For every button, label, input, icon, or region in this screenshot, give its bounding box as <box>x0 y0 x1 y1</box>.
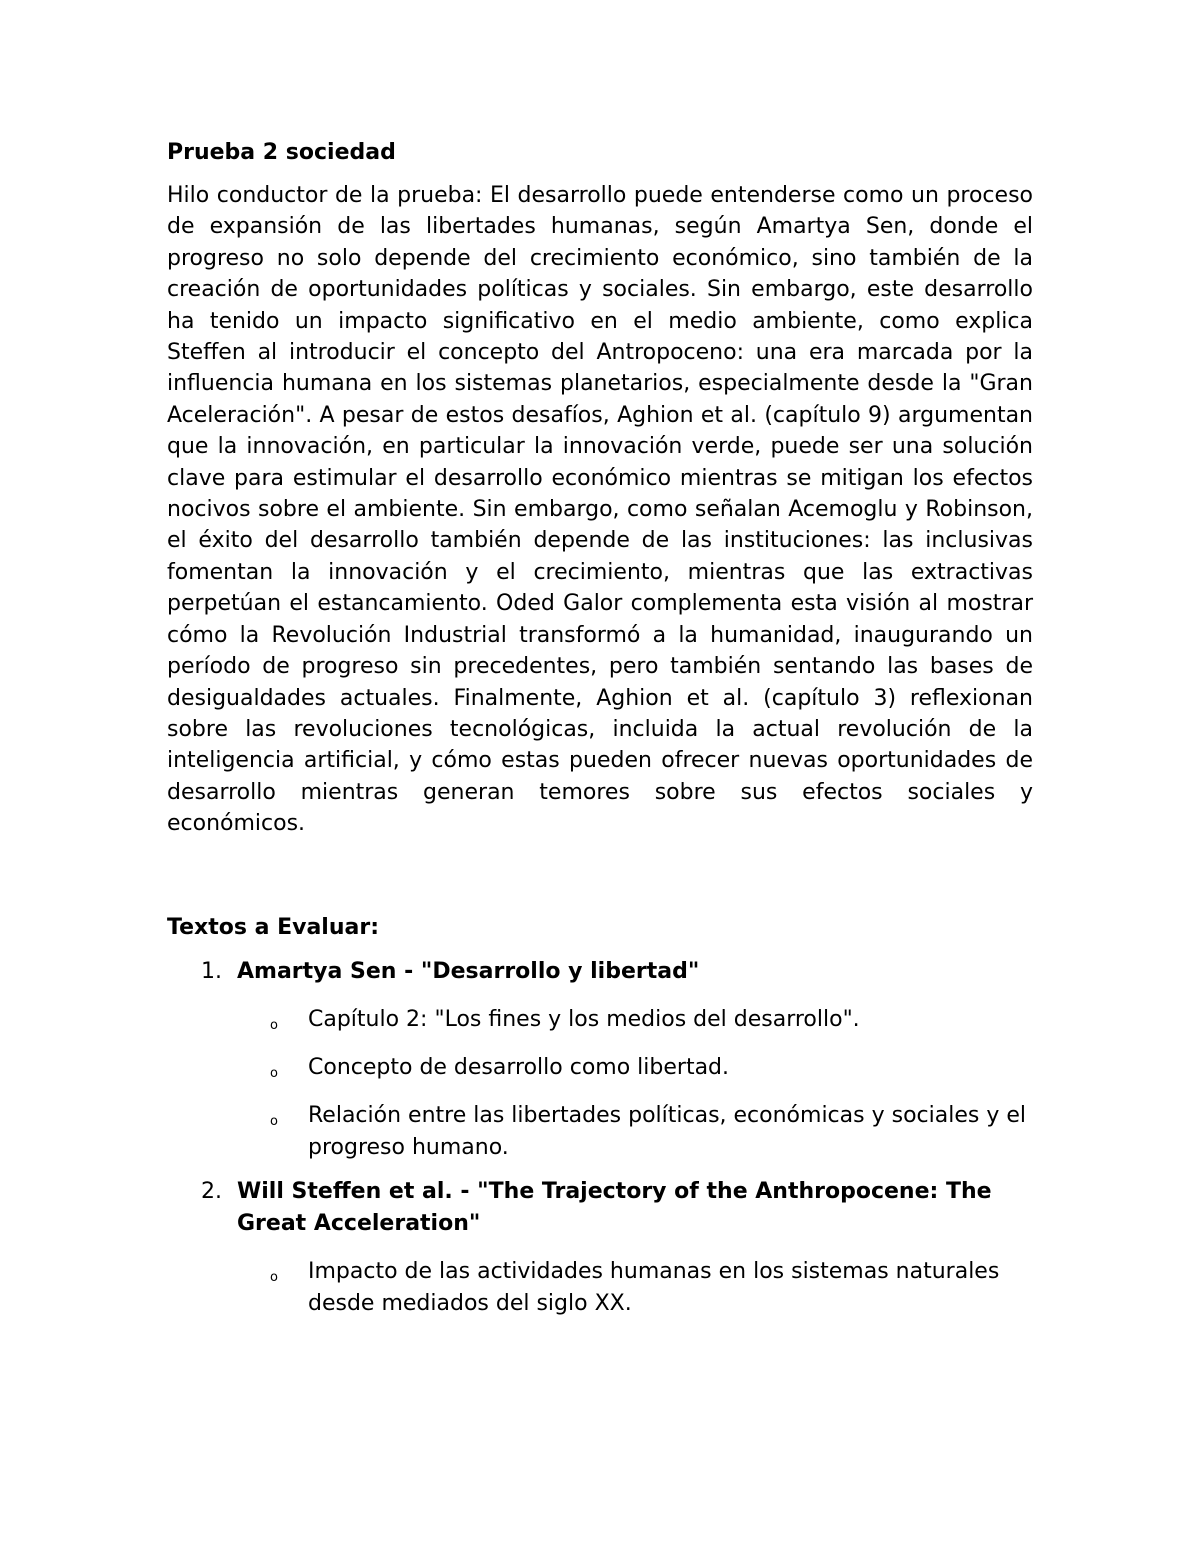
sub-list <box>167 1256 1033 1320</box>
sub-list <box>167 1004 1033 1164</box>
sub-list-item-text: Concepto de desarrollo como libertad. <box>308 1054 730 1080</box>
text-item-1 <box>167 956 1033 1164</box>
circle-bullet-icon: o <box>270 1113 278 1129</box>
circle-bullet-icon: o <box>270 1017 278 1033</box>
document-page <box>167 134 1033 1320</box>
text-item-title: Will Steffen et al. - "The Trajectory of the Anthropocene: The Great Acceleration" <box>237 1178 992 1236</box>
sub-list-item <box>167 1256 1033 1320</box>
sub-list-item <box>167 1004 1033 1036</box>
text-item-title: Amartya Sen - "Desarrollo y libertad" <box>237 958 700 984</box>
sub-list-item <box>167 1100 1033 1164</box>
sub-list-item-text: Capítulo 2: "Los fines y los medios del desarrollo". <box>308 1006 860 1032</box>
sub-list-item-text: Relación entre las libertades políticas, económicas y sociales y el progreso humano. <box>308 1102 1026 1160</box>
sub-list-item <box>167 1052 1033 1084</box>
circle-bullet-icon: o <box>270 1065 278 1081</box>
texts-list <box>167 956 1033 1320</box>
document-title: Prueba 2 sociedad <box>167 140 396 165</box>
list-number: 1. <box>201 958 222 984</box>
circle-bullet-icon: o <box>270 1269 278 1285</box>
sub-list-item-text: Impacto de las actividades humanas en los sistemas naturales desde mediados del siglo XX. <box>308 1258 1000 1316</box>
section-heading: Textos a Evaluar: <box>167 914 379 940</box>
text-item-2 <box>167 1176 1033 1320</box>
intro-paragraph: Hilo conductor de la prueba: El desarrollo puede entenderse como un proceso de expansión de las libertades humanas, según Amartya Sen, donde el progreso no solo depende del crecimiento económico, sino también de la creación de oportunidades políticas y sociales. Sin embargo, este desarrollo ha tenido un impacto significativo en el medio ambiente, como explica Steffen al introducir el concepto del Antropoceno: una era marcada por la influencia humana en los sistemas planetarios, especialmente desde la "Gran Aceleración". A pesar de estos desafíos, Aghion et al. (capítulo 9) argumentan que la innovación, en particular la innovación verde, puede ser una solución clave para estimular el desarrollo económico mientras se mitigan los efectos nocivos sobre el ambiente. Sin embargo, como señalan Acemoglu y Robinson, el éxito del desarrollo también depende de las instituciones: las inclusivas fomentan la innovación y el crecimiento, mientras que las extractivas perpetúan el estancamiento. Oded Galor complementa esta visión al mostrar cómo la Revolución Industrial transformó a la humanidad, inaugurando un período de progreso sin precedentes, pero también sentando las bases de desigualdades actuales. Finalmente, Aghion et al. (capítulo 3) reflexionan sobre las revoluciones tecnológicas, incluida la actual revolución de la inteligencia artificial, y cómo estas pueden ofrecer nuevas oportunidades de desarrollo mientras generan temores sobre sus efectos sociales y económicos. <box>167 183 1033 837</box>
list-number: 2. <box>201 1178 222 1204</box>
